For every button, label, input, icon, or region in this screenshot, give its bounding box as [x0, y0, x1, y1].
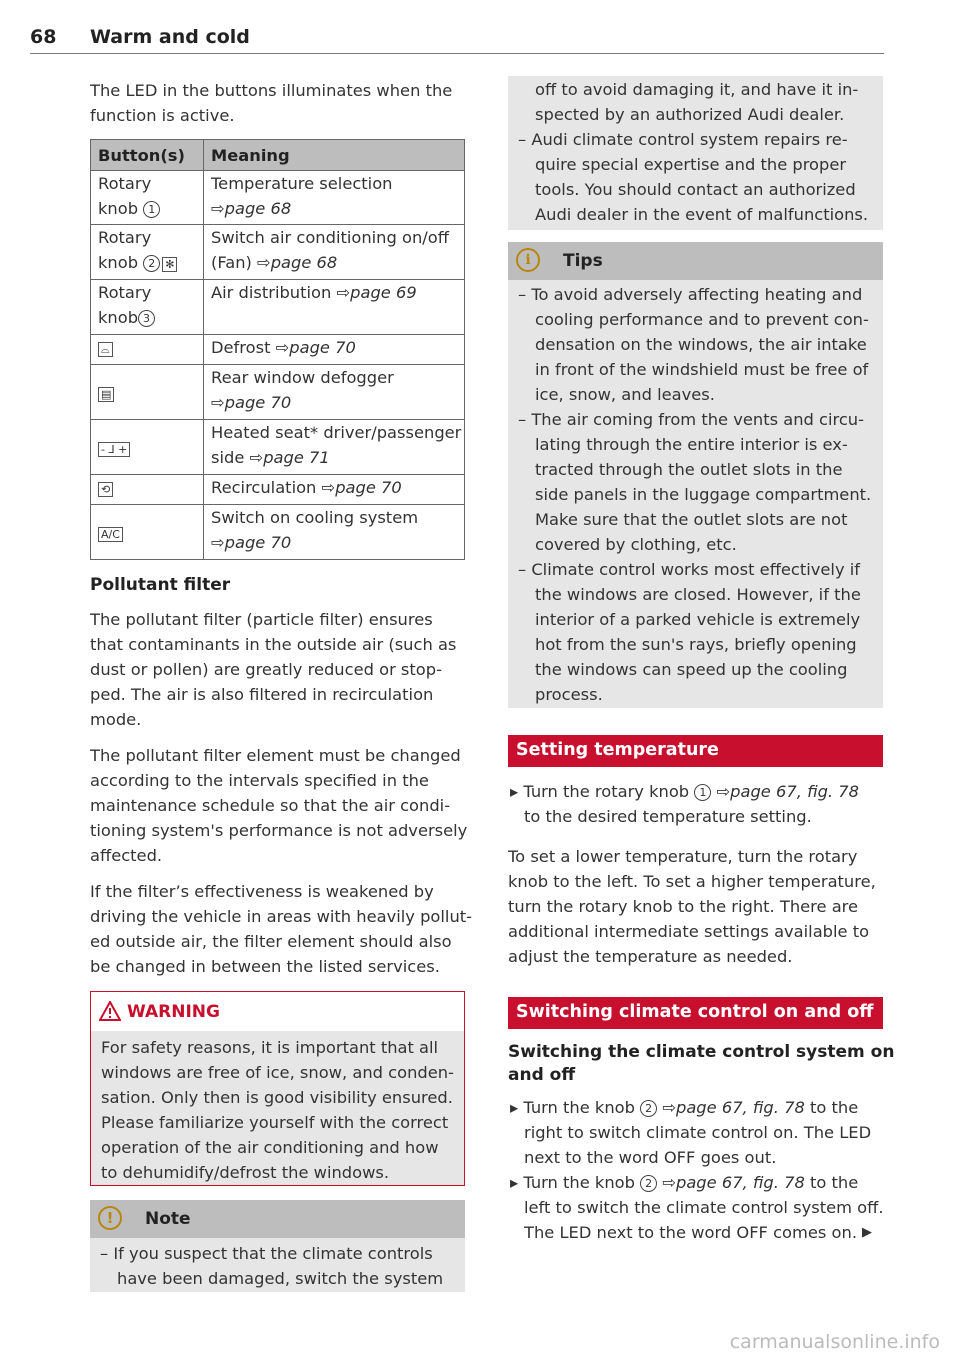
- tips-title: Tips: [563, 251, 603, 271]
- number-2-icon: 2: [640, 1100, 657, 1117]
- page-number: 68: [30, 26, 57, 48]
- tips-body: – To avoid adversely affecting heating and cooling performance and to prevent con- densation on the windows, the air intake in front of the windshield must be free of ice, snow, and leaves. – The air coming from the vents and circu- lating through the entire interior is ex- tracted through the outlet slots in the side panels in the luggage compartment. Make sure that the outlet slots are not covered by clothing, etc. – Climate control works most effectively if the windows are closed. However, if the interior of a parked vehicle is extremely hot from the sun's rays, briefly opening the windows can speed up the cooling process.: [508, 280, 883, 708]
- chapter-title: Warm and cold: [90, 26, 250, 48]
- table-row: ⟲ Recirculation ⇨page 70: [91, 475, 465, 505]
- warning-header: [91, 991, 464, 1031]
- table-row: ▤ Rear window defogger ⇨page 70: [91, 365, 465, 420]
- table-row: A/C Switch on cooling system ⇨page 70: [91, 505, 465, 560]
- table-header-buttons: Button(s): [91, 140, 204, 171]
- ac-button-icon: A/C: [98, 527, 123, 542]
- continue-arrow-icon: ▶: [862, 1225, 872, 1240]
- warning-text: For safety reasons, it is important that all windows are free of ice, snow, and conden- sation. Only then is good visibility ensured. Please familiarize yourself with the correct operation of the air conditioning and how to dehumidify/defrost the windows.: [101, 1038, 454, 1182]
- number-2-icon: 2: [143, 255, 160, 272]
- defrost-button-icon: ⌓: [98, 342, 113, 357]
- pollutant-paragraph-3: If the filter’s effectiveness is weakened by driving the vehicle in areas with heavily pollut- ed outside air, the filter element should also be changed in between the listed services.: [90, 882, 473, 976]
- number-3-icon: 3: [138, 310, 155, 327]
- number-1-icon: 1: [143, 201, 160, 218]
- watermark: carmanualsonline.info: [729, 1331, 940, 1353]
- pollutant-filter-heading: Pollutant filter: [90, 575, 231, 595]
- warning-title: WARNING: [127, 1002, 220, 1022]
- page-header: [30, 24, 884, 54]
- button-meaning-table: [90, 139, 465, 560]
- setting-temperature-paragraph: To set a lower temperature, turn the rotary knob to the left. To set a higher temperature, turn the rotary knob to the right. There are additional intermediate settings available to adjust the temperature as needed.: [508, 847, 876, 966]
- note-continuation: off to avoid damaging it, and have it in- spected by an authorized Audi dealer. – Audi climate control system repairs re- quire special expertise and the proper tools. You should contact an authorized Audi dealer in the event of malfunctions.: [508, 76, 883, 230]
- switching-climate-heading: Switching climate control on and off: [508, 997, 883, 1029]
- warning-triangle-icon: [99, 1001, 121, 1021]
- switching-subheading: Switching the climate control system on and off: [508, 1042, 895, 1085]
- pollutant-paragraph-2: The pollutant filter element must be changed according to the intervals specified in the maintenance schedule so that the air condi- tioning system's performance is not adversely affected.: [90, 746, 468, 865]
- table-row: Rotary knob 2 ✻ Switch air conditioning on/off (Fan) ⇨page 68: [91, 225, 465, 280]
- table-row: - ⅃ + Heated seat* driver/passenger side ⇨page 71: [91, 420, 465, 475]
- table-header-meaning: Meaning: [204, 140, 465, 171]
- number-1-icon: 1: [694, 784, 711, 801]
- rear-defogger-icon: ▤: [98, 387, 114, 402]
- table-row: Rotary knob 3 Air distribution ⇨page 69: [91, 280, 465, 335]
- note-title: Note: [145, 1209, 191, 1229]
- intro-paragraph: The LED in the buttons illuminates when the function is active.: [90, 81, 453, 125]
- info-icon: i: [516, 248, 540, 272]
- warning-box: [90, 991, 465, 1186]
- setting-temperature-heading: Setting temperature: [508, 735, 883, 767]
- pollutant-paragraph-1: The pollutant filter (particle filter) ensures that contaminants in the outside air (such as dust or pollen) are greatly reduced or stop- ped. The air is also filtered in recirculation mode.: [90, 610, 457, 729]
- note-body: – If you suspect that the climate controls have been damaged, switch the system: [90, 1238, 465, 1292]
- note-header: [90, 1200, 465, 1238]
- note-exclamation-icon: !: [98, 1206, 122, 1230]
- heated-seat-icon: - ⅃ +: [98, 442, 130, 457]
- setting-temperature-step: ▸ Turn the rotary knob 1 ⇨page 67, fig. 78 to the desired temperature setting.: [510, 782, 859, 826]
- tips-header: [508, 242, 883, 280]
- recirculation-icon: ⟲: [98, 482, 113, 497]
- fan-icon: ✻: [162, 257, 177, 272]
- number-2-icon: 2: [640, 1175, 657, 1192]
- switching-steps: ▸ Turn the knob 2 ⇨page 67, fig. 78 to the right to switch climate control on. The LED next to the word OFF goes out. ▸ Turn the knob 2 ⇨page 67, fig. 78 to the left to switch the climate control system off. The LED next to the word OFF comes on.: [510, 1098, 884, 1242]
- table-row: ⌓ Defrost ⇨page 70: [91, 335, 465, 365]
- table-row: Rotary knob 1 Temperature selection ⇨page 68: [91, 171, 465, 225]
